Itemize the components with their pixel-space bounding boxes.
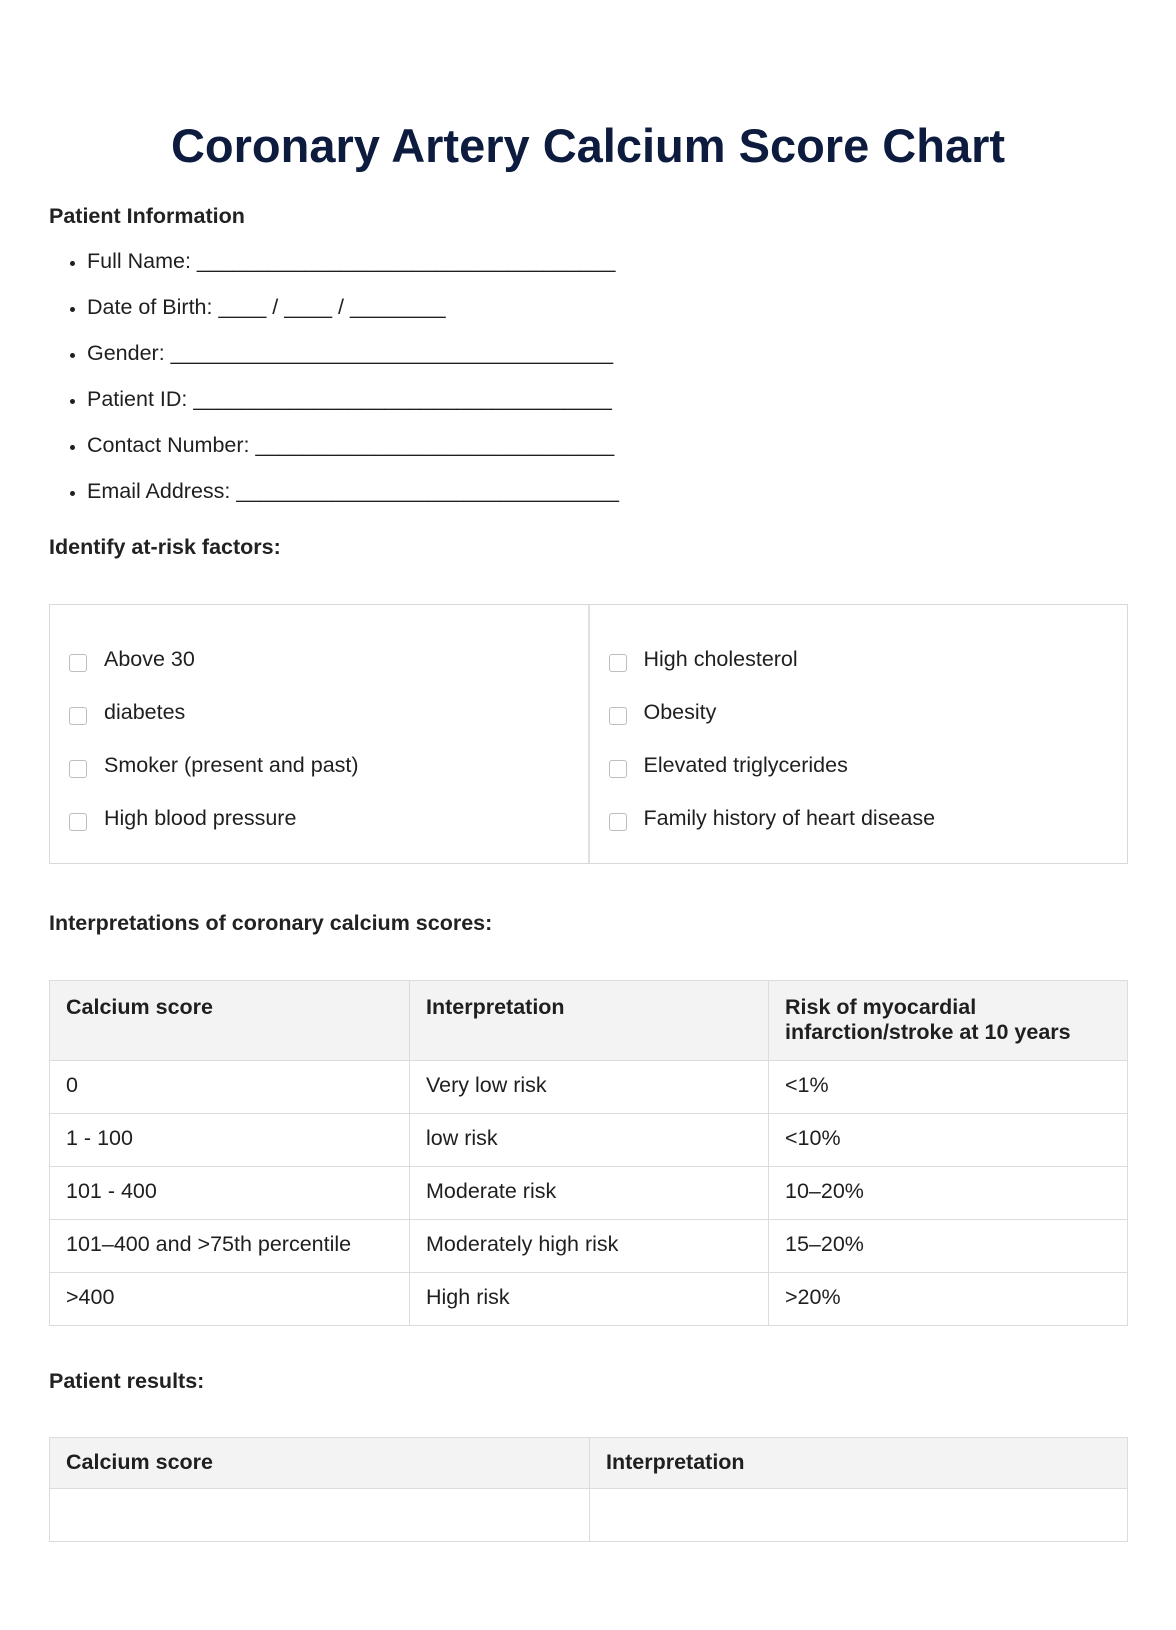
table-cell: 1 - 100 — [50, 1114, 410, 1167]
field-date-of-birth[interactable]: • Date of Birth: ____ / ____ / ________ — [87, 292, 619, 338]
checkbox-icon[interactable] — [69, 654, 87, 672]
risk-factors-box — [49, 604, 1128, 864]
table-row — [50, 1273, 1128, 1326]
table-cell: Moderately high risk — [410, 1220, 769, 1273]
column-header: Calcium score — [50, 1438, 590, 1489]
checkbox-label: diabetes — [104, 700, 186, 724]
risk-factors-right-column — [588, 605, 1128, 863]
field-patient-id[interactable]: • Patient ID: ___________________________________ — [87, 384, 619, 430]
checkbox-item[interactable] — [609, 686, 1128, 739]
field-gender[interactable]: • Gender: _____________________________________ — [87, 338, 619, 384]
risk-factors-heading: Identify at-risk factors: — [49, 535, 281, 559]
checkbox-icon[interactable] — [609, 707, 627, 725]
interpretation-input-cell[interactable] — [590, 1489, 1128, 1542]
checkbox-icon[interactable] — [69, 760, 87, 778]
table-cell: <1% — [769, 1061, 1128, 1114]
table-cell: 101–400 and >75th percentile — [50, 1220, 410, 1273]
checkbox-icon[interactable] — [609, 813, 627, 831]
risk-factors-left-column — [50, 605, 588, 863]
table-row — [50, 1220, 1128, 1273]
table-header-row — [50, 1438, 1128, 1489]
checkbox-icon[interactable] — [69, 707, 87, 725]
patient-info-heading: Patient Information — [49, 204, 245, 228]
table-cell: >20% — [769, 1273, 1128, 1326]
table-cell: 0 — [50, 1061, 410, 1114]
checkbox-item[interactable] — [69, 686, 588, 739]
results-table — [49, 1437, 1128, 1542]
page-title: Coronary Artery Calcium Score Chart — [170, 119, 1006, 172]
column-header: Interpretation — [590, 1438, 1128, 1489]
checkbox-icon[interactable] — [609, 760, 627, 778]
table-cell: Very low risk — [410, 1061, 769, 1114]
field-full-name[interactable]: • Full Name: ___________________________________ — [87, 246, 619, 292]
checkbox-item[interactable] — [609, 792, 1128, 845]
checkbox-icon[interactable] — [609, 654, 627, 672]
field-contact-number[interactable]: • Contact Number: ______________________________ — [87, 430, 619, 476]
table-cell: Moderate risk — [410, 1167, 769, 1220]
checkbox-item[interactable] — [609, 633, 1128, 686]
table-row — [50, 1114, 1128, 1167]
checkbox-item[interactable] — [609, 739, 1128, 792]
table-row — [50, 1061, 1128, 1114]
checkbox-item[interactable] — [69, 633, 588, 686]
checkbox-item[interactable] — [69, 792, 588, 845]
table-cell: low risk — [410, 1114, 769, 1167]
table-row — [50, 1489, 1128, 1542]
table-header-row — [50, 981, 1128, 1061]
calcium-score-input-cell[interactable] — [50, 1489, 590, 1542]
table-cell: <10% — [769, 1114, 1128, 1167]
checkbox-label: High cholesterol — [643, 647, 798, 671]
interpretations-heading: Interpretations of coronary calcium scores: — [49, 911, 493, 935]
checkbox-item[interactable] — [69, 739, 588, 792]
column-header: Interpretation — [410, 981, 769, 1061]
table-cell: >400 — [50, 1273, 410, 1326]
checkbox-label: Obesity — [643, 700, 717, 724]
checkbox-label: Elevated triglycerides — [643, 753, 848, 777]
table-cell: 10–20% — [769, 1167, 1128, 1220]
patient-info-list — [49, 246, 619, 522]
table-cell: 15–20% — [769, 1220, 1128, 1273]
checkbox-label: Smoker (present and past) — [104, 753, 359, 777]
checkbox-label: High blood pressure — [104, 806, 297, 830]
column-header: Calcium score — [50, 981, 410, 1061]
table-cell: 101 - 400 — [50, 1167, 410, 1220]
interpretations-table — [49, 980, 1128, 1326]
results-heading: Patient results: — [49, 1369, 205, 1393]
column-header: Risk of myocardial infarction/stroke at 10 years — [769, 981, 1128, 1061]
field-email-address[interactable]: • Email Address: ________________________________ — [87, 476, 619, 522]
checkbox-icon[interactable] — [69, 813, 87, 831]
checkbox-label: Above 30 — [104, 647, 195, 671]
table-cell: High risk — [410, 1273, 769, 1326]
checkbox-label: Family history of heart disease — [643, 806, 936, 830]
table-row — [50, 1167, 1128, 1220]
